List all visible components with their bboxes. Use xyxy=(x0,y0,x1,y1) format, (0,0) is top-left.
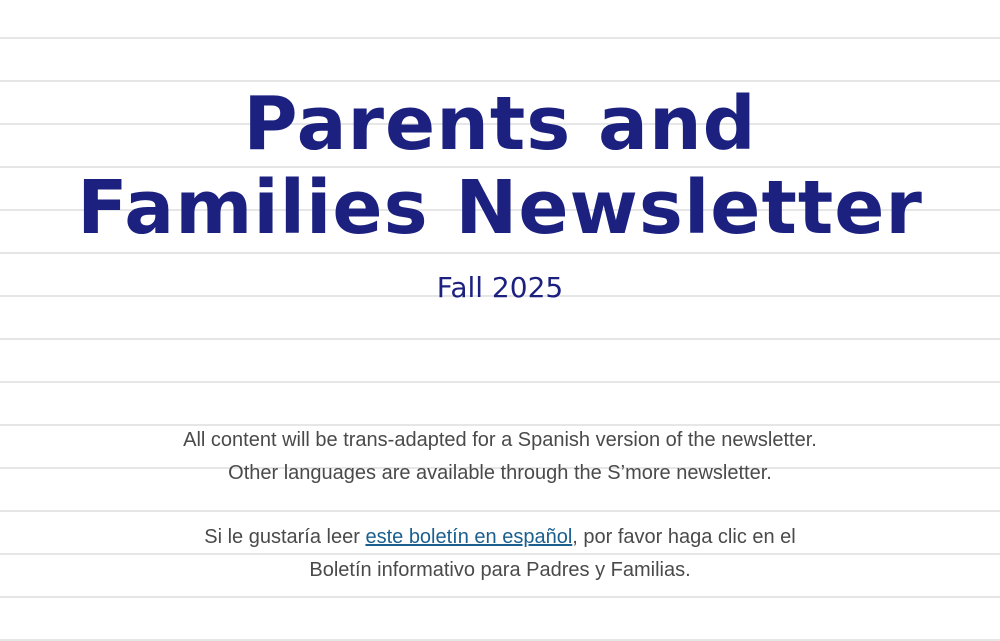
notice-line-2: Other languages are available through the S’more newsletter. xyxy=(228,462,772,484)
title-line-2: Families Newsletter xyxy=(77,165,923,251)
spanish-version-paragraph xyxy=(0,521,1000,587)
spanish-prefix-text: Si le gustaría leer xyxy=(204,526,366,548)
page-title xyxy=(0,82,1000,250)
spanish-line-2: Boletín informativo para Padres y Familias. xyxy=(309,559,691,581)
notice-line-1: All content will be trans-adapted for a Spanish version of the newsletter. xyxy=(183,429,817,451)
title-line-1: Parents and xyxy=(243,81,757,167)
translation-notice xyxy=(0,424,1000,490)
spanish-newsletter-link[interactable]: este boletín en español xyxy=(365,526,573,548)
spanish-line-1 xyxy=(0,521,1000,554)
edition-subtitle: Fall 2025 xyxy=(436,271,564,304)
spanish-suffix-text: , por favor haga clic en el xyxy=(572,526,796,548)
